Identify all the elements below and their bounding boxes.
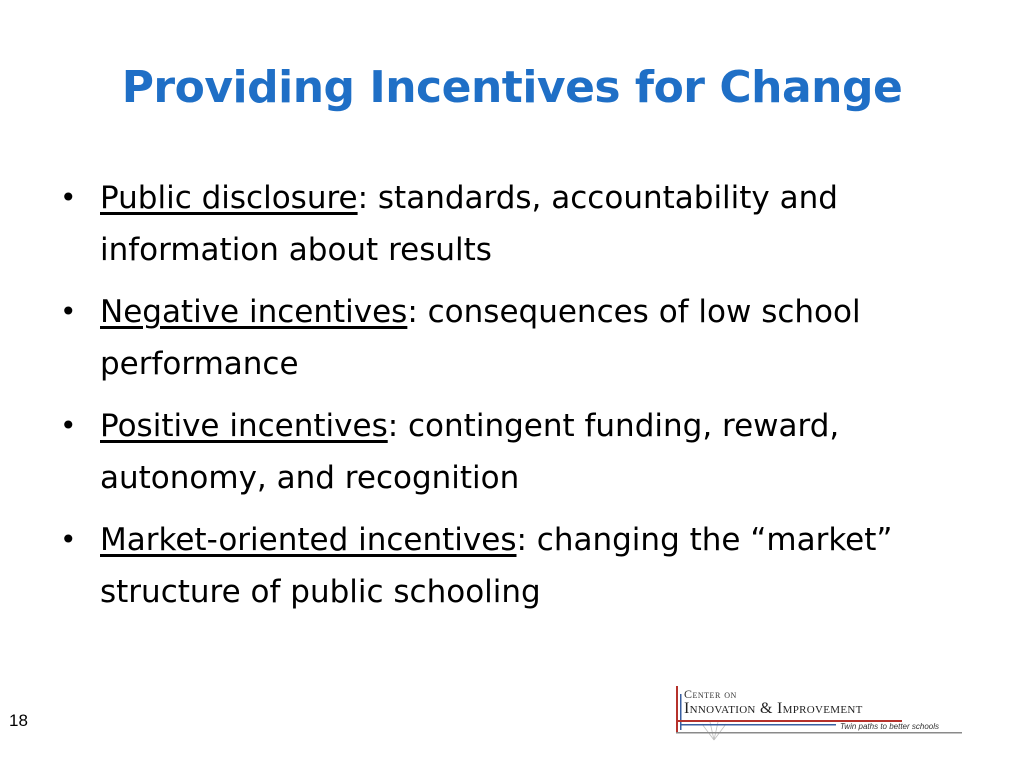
bullet-dot-icon: • bbox=[60, 523, 77, 556]
bullet-term: Public disclosure bbox=[100, 180, 358, 216]
organization-logo bbox=[672, 684, 962, 742]
page-number: 18 bbox=[9, 711, 28, 730]
bullet-dot-icon: • bbox=[60, 409, 77, 442]
logo-line-2: Innovation & Improvement bbox=[684, 700, 863, 717]
bullet-item bbox=[58, 172, 938, 276]
logo-tagline: Twin paths to better schools bbox=[840, 722, 940, 731]
bullet-item bbox=[58, 400, 938, 504]
bullet-text: : contingent funding, reward, autonomy, and recognition bbox=[100, 408, 840, 496]
bullet-dot-icon: • bbox=[60, 295, 77, 328]
bullet-text: : changing the “market” structure of public schooling bbox=[100, 522, 893, 610]
bullet-text: : standards, accountability and information about results bbox=[100, 180, 838, 268]
bullet-item bbox=[58, 514, 938, 618]
bullet-list bbox=[58, 172, 938, 628]
logo-line-1: Center on bbox=[684, 687, 737, 701]
bullet-text: : consequences of low school performance bbox=[100, 294, 861, 382]
bullet-item bbox=[58, 286, 938, 390]
bullet-term: Market-oriented incentives bbox=[100, 522, 517, 558]
bullet-dot-icon: • bbox=[60, 181, 77, 214]
bullet-term: Positive incentives bbox=[100, 408, 388, 444]
bullet-term: Negative incentives bbox=[100, 294, 408, 330]
slide-title: Providing Incentives for Change bbox=[121, 62, 903, 113]
